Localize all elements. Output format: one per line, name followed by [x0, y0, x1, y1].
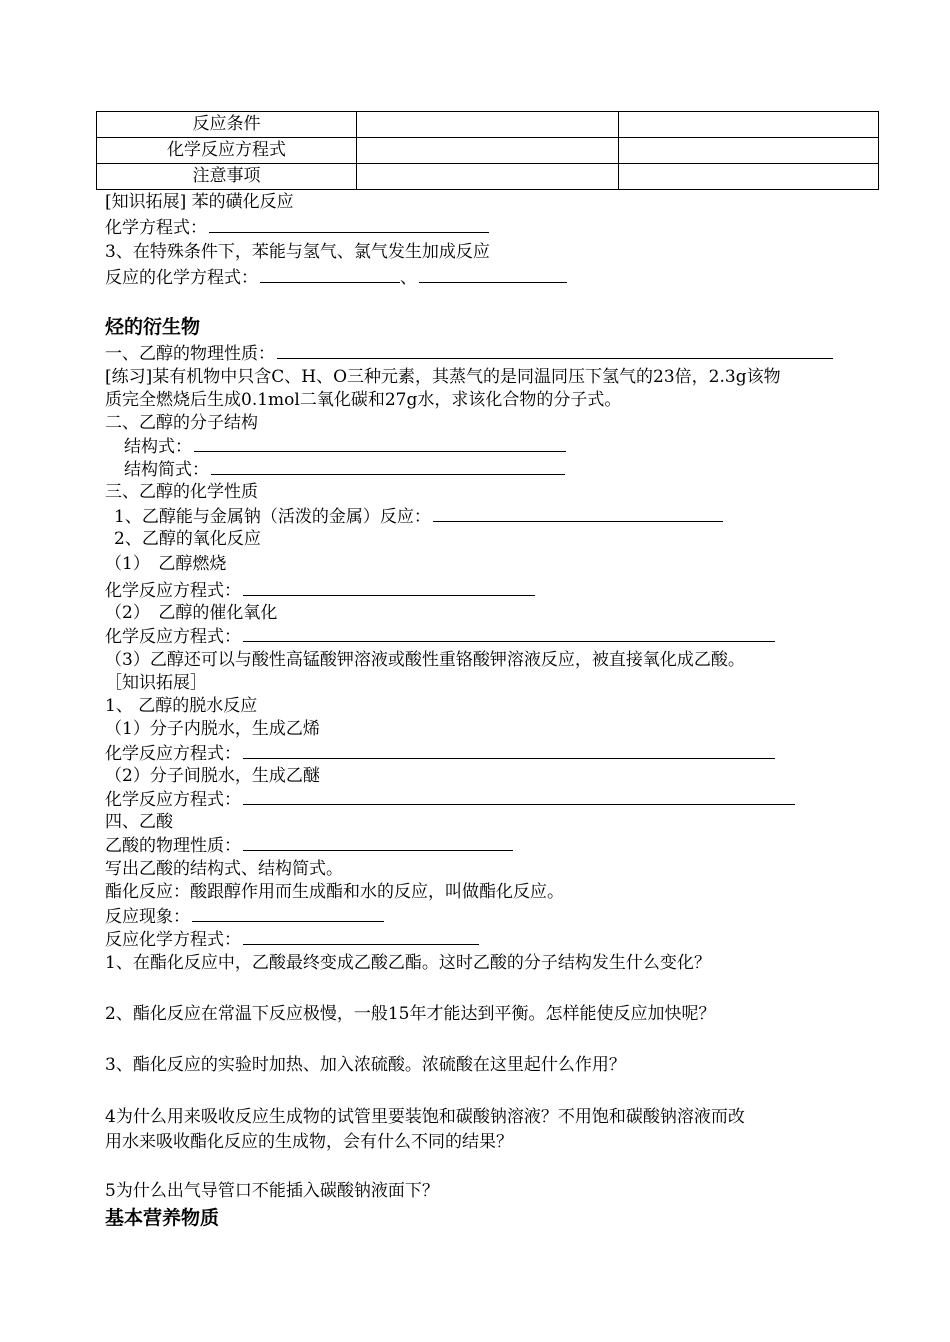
- text-line: [105, 216, 489, 238]
- text-line: [105, 695, 257, 717]
- answer-blank: [419, 266, 567, 283]
- text-line: [105, 342, 833, 364]
- text: 质完全燃烧后生成0.1mol二氧化碳和27g水，求该化合物的分子式。: [105, 390, 622, 410]
- table-cell-label: 注意事项: [97, 164, 357, 190]
- section-heading: 烃的衍生物: [105, 316, 201, 338]
- answer-blank: [192, 905, 384, 922]
- text: 酯化反应：酸跟醇作用而生成酯和水的反应，叫做酯化反应。: [105, 882, 564, 902]
- text: 化学反应方程式：: [105, 627, 241, 647]
- question: [105, 1054, 626, 1076]
- table-cell-blank: [357, 112, 619, 138]
- text: （1） 乙醇燃烧: [105, 554, 227, 574]
- text: ［知识拓展］: [105, 673, 207, 693]
- text-line: [105, 412, 258, 434]
- text-line: [105, 191, 294, 213]
- answer-blank: [277, 342, 833, 359]
- text: 结构式：: [124, 437, 192, 457]
- answer-blank: [433, 505, 723, 522]
- text-line: [105, 811, 173, 833]
- text: 结构简式：: [124, 460, 209, 480]
- text: 2、乙醇的氧化反应: [114, 529, 261, 549]
- text: 3、酯化反应的实验时加热、加入浓硫酸。浓硫酸在这里起什么作用？: [105, 1055, 626, 1075]
- text-line: [124, 458, 565, 480]
- answer-blank: [243, 788, 795, 805]
- text-line: [105, 553, 226, 575]
- text: （1）分子内脱水，生成乙烯: [105, 719, 320, 739]
- answer-blank: [211, 458, 565, 475]
- text-line: [105, 266, 567, 288]
- section-heading: 基本营养物质: [105, 1207, 220, 1229]
- text: 二、乙醇的分子结构: [105, 413, 258, 433]
- answer-blank: [243, 579, 535, 596]
- text-line: [105, 625, 775, 647]
- table-row: [97, 138, 879, 164]
- text-line: [105, 241, 490, 263]
- answer-blank: [194, 435, 566, 452]
- text-line: [105, 788, 795, 810]
- text-line: [124, 435, 566, 457]
- text-line: [105, 672, 207, 694]
- text-line: [105, 481, 258, 503]
- text: [知识拓展] 苯的磺化反应: [105, 192, 294, 212]
- table-row: [97, 164, 879, 190]
- text: 化学反应方程式：: [105, 744, 241, 764]
- answer-blank: [260, 266, 400, 283]
- text: 、: [400, 268, 417, 288]
- text-line: [105, 579, 535, 601]
- text: 写出乙酸的结构式、结构简式。: [105, 859, 343, 879]
- text: 5为什么出气导管口不能插入碳酸钠液面下？: [105, 1181, 439, 1201]
- answer-blank: [243, 625, 775, 642]
- table-cell-blank: [357, 138, 619, 164]
- question: [105, 1106, 745, 1128]
- question: [105, 1131, 513, 1153]
- text-line: [105, 881, 564, 903]
- table-row: [97, 112, 879, 138]
- text: 乙酸的物理性质：: [105, 836, 241, 856]
- text-line: [105, 928, 479, 950]
- table-cell-label: 反应条件: [97, 112, 357, 138]
- question: [105, 1003, 715, 1025]
- text: 三、乙醇的化学性质: [105, 482, 258, 502]
- answer-blank: [209, 216, 489, 233]
- text-line: [105, 389, 621, 411]
- table-cell-blank: [357, 164, 619, 190]
- text: 2、酯化反应在常温下反应极慢，一般15年才能达到平衡。怎样能使反应加快呢？: [105, 1004, 716, 1024]
- text: [练习]某有机物中只含C、H、O三种元素，其蒸气的是同温同压下氢气的23倍，2.3g该物: [105, 367, 781, 387]
- answer-blank: [243, 928, 479, 945]
- text: 反应的化学方程式：: [105, 268, 258, 288]
- text-line: [105, 602, 277, 624]
- question: [105, 1180, 439, 1202]
- text-line: [105, 858, 343, 880]
- text: 3、在特殊条件下，苯能与氢气、氯气发生加成反应: [105, 242, 490, 262]
- text: 1、 乙醇的脱水反应: [105, 696, 258, 716]
- text-line: [105, 834, 513, 856]
- question: [105, 952, 711, 974]
- reaction-conditions-table: [96, 111, 879, 190]
- text-line: [114, 505, 723, 527]
- text-line: [114, 528, 261, 550]
- text: （2）分子间脱水，生成乙醚: [105, 766, 320, 786]
- text: 化学反应方程式：: [105, 581, 241, 601]
- text: 化学方程式：: [105, 218, 207, 238]
- table-cell-label: 化学反应方程式: [97, 138, 357, 164]
- text: 4为什么用来吸收反应生成物的试管里要装饱和碳酸钠溶液？不用饱和碳酸钠溶液而改: [105, 1107, 745, 1127]
- table-cell-blank: [619, 112, 879, 138]
- text-line: [105, 905, 384, 927]
- text-line: [105, 765, 320, 787]
- table-cell-blank: [619, 164, 879, 190]
- text: 四、乙酸: [105, 812, 173, 832]
- text: （2） 乙醇的催化氧化: [105, 603, 278, 623]
- text: 1、在酯化反应中，乙酸最终变成乙酸乙酯。这时乙酸的分子结构发生什么变化？: [105, 953, 711, 973]
- text: 1、乙醇能与金属钠（活泼的金属）反应：: [114, 507, 431, 527]
- text: 反应化学方程式：: [105, 930, 241, 950]
- text: 一、乙醇的物理性质：: [105, 344, 275, 364]
- text-line: [105, 649, 745, 671]
- text: 化学反应方程式：: [105, 790, 241, 810]
- text: 反应现象：: [105, 907, 190, 927]
- table-cell-blank: [619, 138, 879, 164]
- text: 用水来吸收酯化反应的生成物，会有什么不同的结果？: [105, 1132, 513, 1152]
- answer-blank: [243, 834, 513, 851]
- text: （3）乙醇还可以与酸性高锰酸钾溶液或酸性重铬酸钾溶液反应，被直接氧化成乙酸。: [105, 650, 745, 670]
- text-line: [105, 718, 320, 740]
- answer-blank: [243, 742, 775, 759]
- text-line: [105, 742, 775, 764]
- text-line: [105, 366, 781, 388]
